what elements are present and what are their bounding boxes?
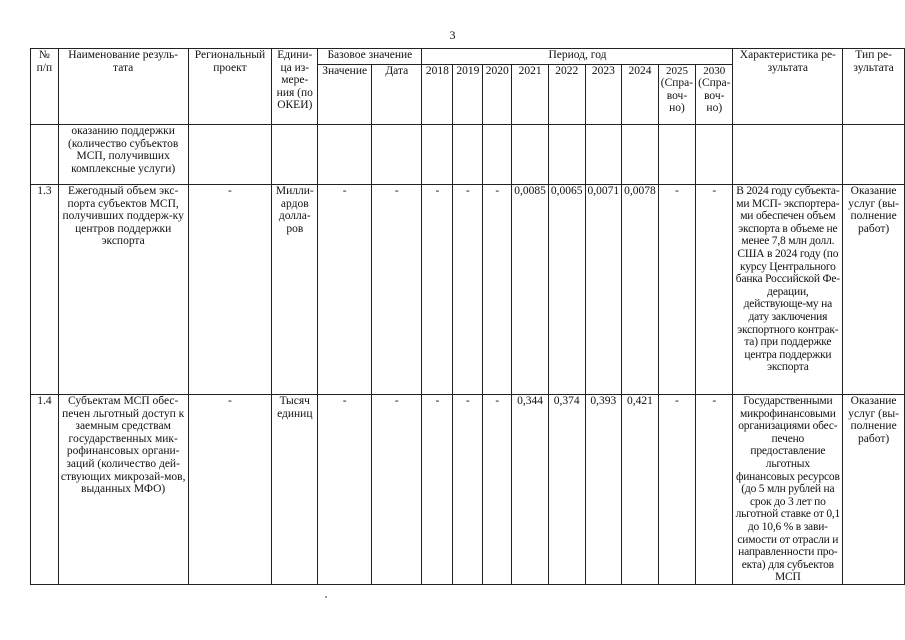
header-year: 2019 bbox=[453, 65, 483, 125]
page-number: 3 bbox=[449, 28, 456, 42]
header-year: 2020 bbox=[483, 65, 512, 125]
header-year-2030-note: (Спра-воч-но) bbox=[698, 77, 731, 115]
table-row bbox=[31, 395, 905, 585]
row-value: 0,374 bbox=[548, 395, 585, 585]
header-year: 2023 bbox=[585, 65, 622, 125]
header-year-2030-label: 2030 bbox=[703, 65, 726, 77]
row-value-2030: - bbox=[696, 185, 733, 395]
header-year-2025-note: (Спра-воч-но) bbox=[660, 77, 694, 115]
row-value: - bbox=[422, 395, 453, 585]
scan-speck bbox=[325, 596, 327, 598]
row-value: - bbox=[453, 185, 483, 395]
row-value: 0,0085 bbox=[512, 185, 549, 395]
results-table bbox=[30, 48, 905, 585]
row-project: - bbox=[188, 395, 272, 585]
row-value-2030: - bbox=[696, 395, 733, 585]
header-year: 2022 bbox=[548, 65, 585, 125]
header-year-2030 bbox=[696, 65, 733, 125]
row-num: 1.3 bbox=[31, 185, 59, 395]
header-project: Региональный проект bbox=[188, 49, 272, 125]
row-value-2025: - bbox=[658, 395, 695, 585]
row-num: 1.4 bbox=[31, 395, 59, 585]
row-value: 0,0078 bbox=[622, 185, 659, 395]
row-type: Оказание услуг (вы-полнение работ) bbox=[843, 185, 905, 395]
row-value: 0,0065 bbox=[548, 185, 585, 395]
row-base-date: - bbox=[372, 185, 422, 395]
row-characteristic: Государственными микрофинансовыми организациями обес-печено предоставление льготных финансовых ресурсов (до 5 млн рублей на срок до 3 лет по льготной ставке от 0,1 до 10,6 % в зави-симости от отрасли и направленности про-екта) для субъектов МСП bbox=[733, 395, 843, 585]
header-characteristic: Характеристика ре-зультата bbox=[733, 49, 843, 125]
header-unit: Едини-ца из-мере-ния (по ОКЕИ) bbox=[272, 49, 318, 125]
header-num: № п/п bbox=[31, 49, 59, 125]
row-value-2025: - bbox=[658, 185, 695, 395]
row-project: - bbox=[188, 185, 272, 395]
row-value: - bbox=[483, 395, 512, 585]
table-row bbox=[31, 125, 905, 185]
header-type: Тип ре-зультата bbox=[843, 49, 905, 125]
header-base-value: Значение bbox=[318, 65, 372, 125]
header-year: 2018 bbox=[422, 65, 453, 125]
row-value: 0,344 bbox=[512, 395, 549, 585]
row-value: 0,393 bbox=[585, 395, 622, 585]
row-unit: Милли-ардов долла-ров bbox=[272, 185, 318, 395]
header-base: Базовое значение bbox=[318, 49, 422, 65]
header-base-date: Дата bbox=[372, 65, 422, 125]
header-year-2025 bbox=[658, 65, 695, 125]
row-value: - bbox=[453, 395, 483, 585]
row-base-value: - bbox=[318, 395, 372, 585]
row-characteristic: В 2024 году субъекта-ми МСП- экспортера-ми обеспечен объем экспорта в объеме не менее 7,8 млн долл. США в 2024 году (по курсу Центрального банка Российской Фе-дерации, действующе-му на дату заключения экспортного контрак-та) при поддержке центра поддержки экспорта bbox=[733, 185, 843, 395]
row-base-value: - bbox=[318, 185, 372, 395]
header-year: 2021 bbox=[512, 65, 549, 125]
row-name: Субъектам МСП обес-печен льготный доступ к заемным средствам государственных мик-рофинансовых органи-заций (количество дей-ствующих микрозай-мов, выданных МФО) bbox=[58, 395, 188, 585]
row-unit: Тысяч единиц bbox=[272, 395, 318, 585]
row-value: - bbox=[422, 185, 453, 395]
table-row bbox=[31, 185, 905, 395]
header-name: Наименование резуль-тата bbox=[58, 49, 188, 125]
row-value: 0,421 bbox=[622, 395, 659, 585]
row-name: Ежегодный объем экс-порта субъектов МСП, получивших поддерж-ку центров поддержки экспорта bbox=[58, 185, 188, 395]
row-name: оказанию поддержки (количество субъектов МСП, получивших комплексные услуги) bbox=[58, 125, 188, 185]
row-value: 0,0071 bbox=[585, 185, 622, 395]
header-year: 2024 bbox=[622, 65, 659, 125]
row-base-date: - bbox=[372, 395, 422, 585]
row-type: Оказание услуг (вы-полнение работ) bbox=[843, 395, 905, 585]
header-year-2025-label: 2025 bbox=[665, 65, 688, 77]
header-period: Период, год bbox=[422, 49, 733, 65]
row-value: - bbox=[483, 185, 512, 395]
